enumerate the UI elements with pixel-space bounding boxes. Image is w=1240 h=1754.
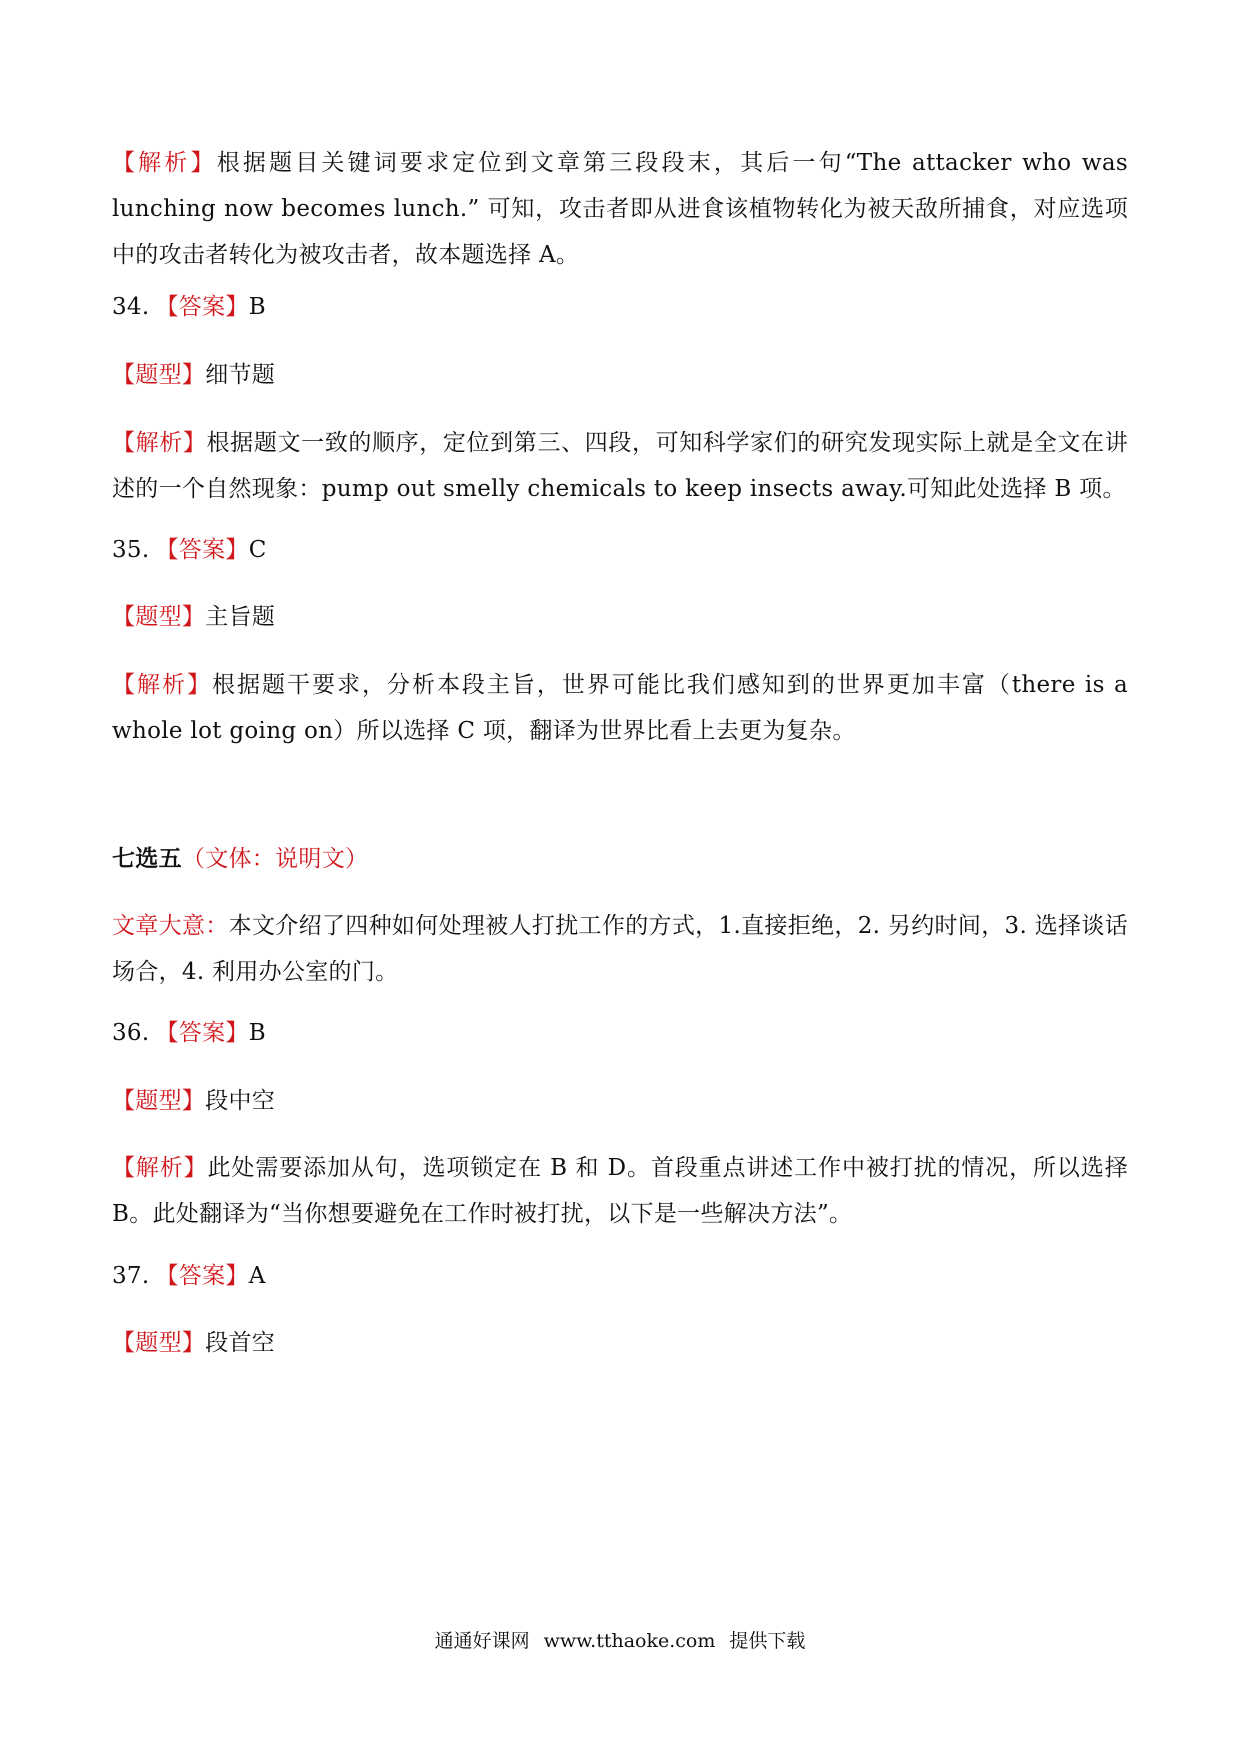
footer-suffix: 提供下载	[729, 1630, 806, 1652]
analysis-label: 【解析】	[112, 430, 207, 456]
question-type-line	[112, 1078, 1128, 1124]
answer-line	[112, 1253, 1128, 1299]
question-type-label: 【题型】	[112, 1088, 206, 1114]
analysis-paragraph	[112, 140, 1128, 278]
question-type-label: 【题型】	[112, 1330, 206, 1356]
analysis-paragraph	[112, 662, 1128, 754]
answer-line	[112, 284, 1128, 330]
question-type-label: 【题型】	[112, 362, 206, 388]
summary-paragraph	[112, 903, 1128, 995]
analysis-paragraph	[112, 1145, 1128, 1237]
answer-label: 【答案】	[155, 1263, 249, 1289]
answer-label: 【答案】	[155, 294, 249, 320]
question-type-line	[112, 594, 1128, 640]
question-number: 34.	[112, 294, 150, 320]
answer-value: B	[248, 294, 266, 320]
analysis-paragraph	[112, 420, 1128, 512]
analysis-text: 根据题干要求，分析本段主旨，世界可能比我们感知到的世界更加丰富（there is a whole lot going on）所以选择 C 项，翻译为世界比看上去更为复杂。	[112, 672, 1128, 744]
analysis-label: 【解析】	[112, 150, 217, 176]
question-type-line	[112, 1320, 1128, 1366]
answer-label: 【答案】	[155, 1020, 249, 1046]
analysis-text: 根据题目关键词要求定位到文章第三段段末，其后一句“The attacker who was lunching now becomes lunch.” 可知，攻击者即从进食该植物转化为被天敌所捕食，对应选项中的攻击者转化为被攻击者，故本题选择 A。	[112, 150, 1129, 268]
analysis-label: 【解析】	[112, 672, 212, 698]
answer-label: 【答案】	[155, 537, 249, 563]
answer-value: B	[248, 1020, 266, 1046]
question-number: 36.	[112, 1020, 150, 1046]
page-footer	[0, 1626, 1240, 1653]
section-heading	[112, 836, 1128, 882]
summary-text: 本文介绍了四种如何处理被人打扰工作的方式，1.直接拒绝，2. 另约时间，3. 选择谈话场合，4. 利用办公室的门。	[112, 913, 1129, 985]
answer-line	[112, 1010, 1128, 1056]
answer-line	[112, 527, 1128, 573]
question-number: 37.	[112, 1263, 150, 1289]
summary-label: 文章大意：	[112, 913, 229, 939]
footer-url: www.tthaoke.com	[543, 1630, 716, 1652]
section-title: 七选五	[112, 845, 182, 872]
analysis-text: 根据题文一致的顺序，定位到第三、四段，可知科学家们的研究发现实际上就是全文在讲述的一个自然现象：pump out smelly chemicals to keep insects away.可知此处选择 B 项。	[112, 430, 1128, 502]
question-type-value: 段中空	[205, 1088, 276, 1114]
question-type-label: 【题型】	[112, 604, 206, 630]
footer-site-name: 通通好课网	[434, 1630, 530, 1652]
question-type-value: 细节题	[205, 362, 276, 388]
question-type-value: 段首空	[205, 1330, 276, 1356]
question-number: 35.	[112, 537, 150, 563]
analysis-label: 【解析】	[112, 1155, 208, 1181]
section-genre: （文体：说明文）	[181, 846, 369, 872]
question-type-value: 主旨题	[205, 604, 276, 630]
question-type-line	[112, 352, 1128, 398]
answer-value: A	[248, 1263, 266, 1289]
answer-value: C	[248, 537, 267, 563]
analysis-text: 此处需要添加从句，选项锁定在 B 和 D。首段重点讲述工作中被打扰的情况，所以选择 B。此处翻译为“当你想要避免在工作时被打扰，以下是一些解决方法”。	[112, 1155, 1128, 1227]
